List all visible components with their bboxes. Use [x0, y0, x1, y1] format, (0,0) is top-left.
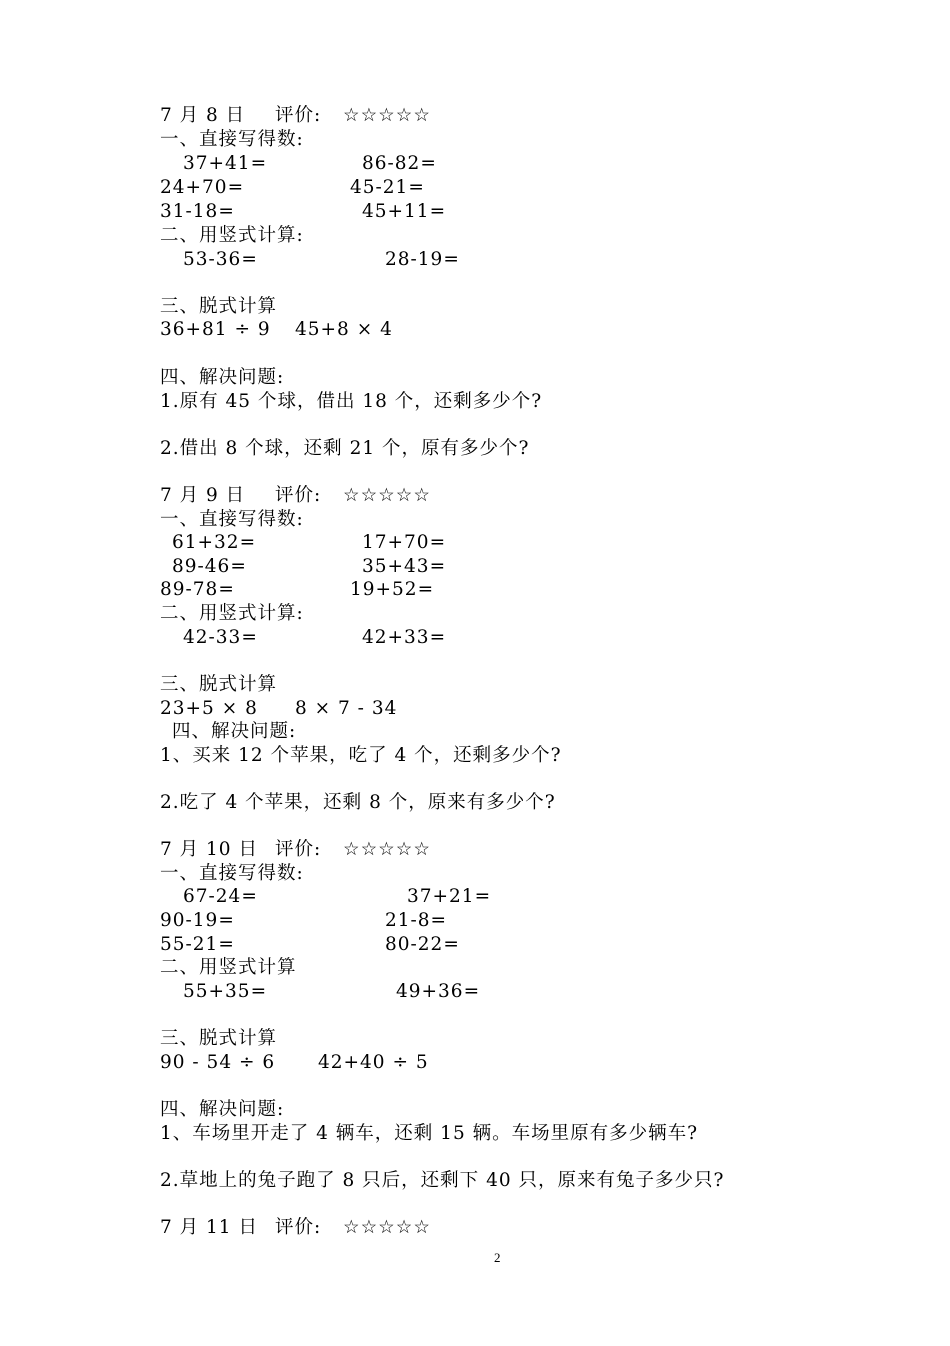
problem: 90 - 54 ÷ 6 — [160, 1052, 276, 1073]
section-direct: 一、直接写得数: — [160, 509, 304, 530]
section-problems: 四、解决问题: — [172, 721, 297, 742]
section-direct: 一、直接写得数: — [160, 129, 304, 150]
rating-label: 评价: — [275, 839, 322, 860]
problem: 45+8 × 4 — [295, 319, 393, 340]
rating-stars: ☆☆☆☆☆ — [343, 1217, 431, 1238]
problem: 55-21= — [160, 934, 235, 955]
section-vertical: 二、用竖式计算 — [160, 957, 297, 978]
problem: 45+11= — [362, 201, 447, 222]
section-vertical: 二、用竖式计算: — [160, 603, 304, 624]
section-mixed: 三、脱式计算 — [160, 1028, 278, 1049]
date-7-9: 7 月 9 日 — [160, 485, 246, 506]
problem: 8 × 7 - 34 — [295, 698, 398, 719]
rating-label: 评价: — [275, 1217, 322, 1238]
problem: 49+36= — [396, 981, 481, 1002]
problem: 89-46= — [172, 556, 247, 577]
word-problem: 2.草地上的兔子跑了 8 只后，还剩下 40 只，原来有兔子多少只? — [160, 1170, 725, 1191]
problem: 28-19= — [385, 249, 460, 270]
problem: 23+5 × 8 — [160, 698, 258, 719]
problem: 42-33= — [183, 627, 258, 648]
problem: 55+35= — [183, 981, 268, 1002]
date-7-8: 7 月 8 日 — [160, 105, 246, 126]
problem: 53-36= — [183, 249, 258, 270]
problem: 37+41= — [183, 153, 268, 174]
problem: 17+70= — [362, 532, 447, 553]
problem: 31-18= — [160, 201, 235, 222]
date-7-11: 7 月 11 日 — [160, 1217, 258, 1238]
problem: 24+70= — [160, 177, 245, 198]
problem: 37+21= — [407, 886, 492, 907]
problem: 36+81 ÷ 9 — [160, 319, 271, 340]
section-problems: 四、解决问题: — [160, 1099, 285, 1120]
problem: 21-8= — [385, 910, 448, 931]
rating-stars: ☆☆☆☆☆ — [343, 485, 431, 506]
rating-stars: ☆☆☆☆☆ — [343, 839, 431, 860]
problem: 19+52= — [350, 579, 435, 600]
word-problem: 2.吃了 4 个苹果，还剩 8 个，原来有多少个? — [160, 792, 556, 813]
problem: 89-78= — [160, 579, 235, 600]
problem: 80-22= — [385, 934, 460, 955]
problem: 61+32= — [172, 532, 257, 553]
section-mixed: 三、脱式计算 — [160, 674, 278, 695]
problem: 35+43= — [362, 556, 447, 577]
word-problem: 1、车场里开走了 4 辆车，还剩 15 辆。车场里原有多少辆车? — [160, 1123, 699, 1144]
section-problems: 四、解决问题: — [160, 367, 285, 388]
problem: 45-21= — [350, 177, 425, 198]
rating-stars: ☆☆☆☆☆ — [343, 105, 431, 126]
word-problem: 1、买来 12 个苹果，吃了 4 个，还剩多少个? — [160, 745, 562, 766]
problem: 42+40 ÷ 5 — [318, 1052, 429, 1073]
section-vertical: 二、用竖式计算: — [160, 225, 304, 246]
section-direct: 一、直接写得数: — [160, 863, 304, 884]
rating-label: 评价: — [275, 105, 322, 126]
problem: 42+33= — [362, 627, 447, 648]
problem: 86-82= — [362, 153, 437, 174]
word-problem: 1.原有 45 个球，借出 18 个，还剩多少个? — [160, 391, 543, 412]
problem: 67-24= — [183, 886, 258, 907]
section-mixed: 三、脱式计算 — [160, 296, 278, 317]
problem: 90-19= — [160, 910, 235, 931]
page-number: 2 — [494, 1250, 501, 1265]
word-problem: 2.借出 8 个球，还剩 21 个，原有多少个? — [160, 438, 530, 459]
rating-label: 评价: — [275, 485, 322, 506]
date-7-10: 7 月 10 日 — [160, 839, 258, 860]
